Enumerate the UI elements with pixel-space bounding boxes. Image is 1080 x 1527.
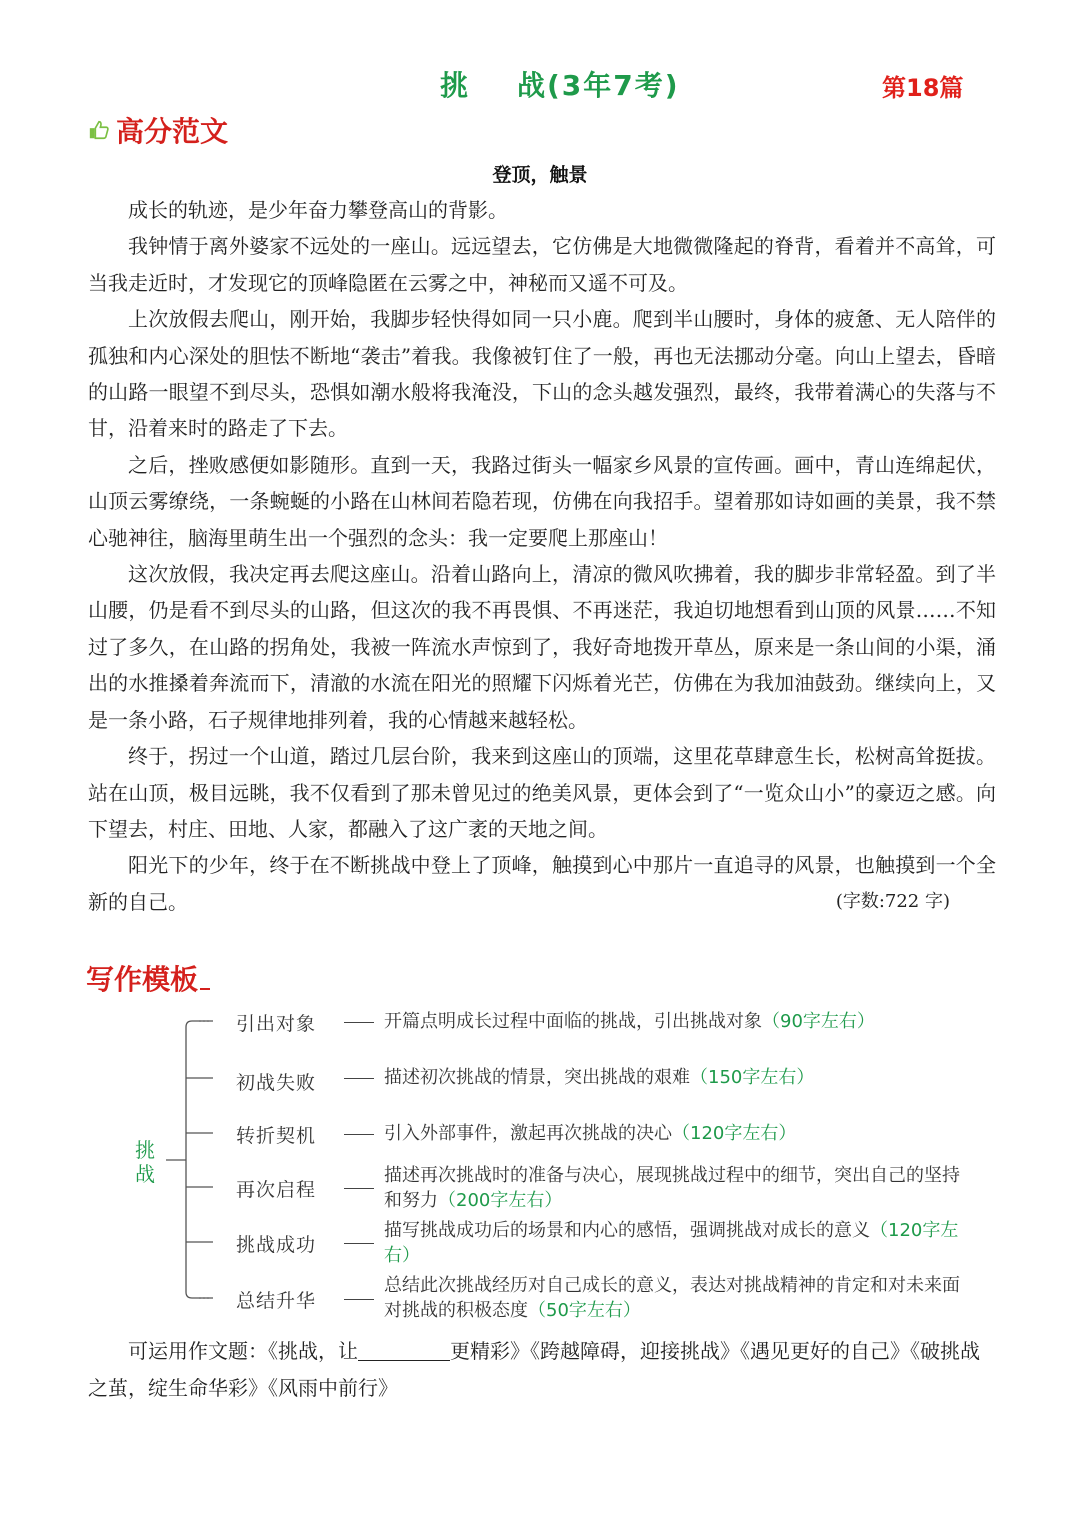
word-count-hint: （200字左右） xyxy=(438,1190,563,1211)
word-count-hint: （90字左右） xyxy=(762,1011,875,1032)
template-node-label: 挑战成功 xyxy=(236,1234,317,1256)
essay-paragraph: 成长的轨迹，是少年奋力攀登高山的背影。 xyxy=(128,198,508,222)
usable-titles-prefix: 可运用作文题： xyxy=(128,1339,268,1363)
template-node-dash xyxy=(344,1134,374,1135)
usable-titles xyxy=(88,1333,996,1407)
section-heading-text: 高分范文 xyxy=(116,115,229,148)
template-node-dash xyxy=(344,1299,374,1300)
usable-titles-rest: 《跨越障碍，迎接挑战》《遇见更好的自己》《破挑战之茧，绽生命华彩》《风雨中前行》 xyxy=(88,1339,980,1400)
essay-title: 登顶，触景 xyxy=(492,164,588,186)
essay-paragraph-text: 阳光下的少年，终于在不断挑战中登上了顶峰，触摸到心中那片一直追寻的风景，也触摸到一个全新的自己。 xyxy=(88,853,996,914)
word-count-hint: （120字左右） xyxy=(672,1123,797,1144)
template-node-label: 再次启程 xyxy=(236,1179,317,1201)
word-count-hint: （50字左右） xyxy=(528,1300,641,1321)
word-count: (字数:722 字) xyxy=(835,890,950,912)
thumbs-up-icon xyxy=(88,119,110,141)
usable-title: 《挑战，让 xyxy=(268,1339,358,1363)
section-heading-model-essay xyxy=(88,110,228,150)
template-node-dash xyxy=(344,1243,374,1244)
page-title: 挑 战(3年7考) xyxy=(440,69,680,102)
essay-paragraph xyxy=(88,847,996,920)
template-root-label: 挑战 xyxy=(135,1138,155,1186)
template-node-label: 初战失败 xyxy=(236,1072,317,1094)
essay-body xyxy=(88,192,996,920)
template-node-desc: 描述初次挑战的情景，突出挑战的艰难（150字左右） xyxy=(384,1067,815,1088)
template-node-desc: 开篇点明成长过程中面临的挑战，引出挑战对象（90字左右） xyxy=(384,1011,875,1032)
template-node-desc: 引入外部事件，激起再次挑战的决心（120字左右） xyxy=(384,1123,797,1144)
essay-paragraph: 我钟情于离外婆家不远处的一座山。远远望去，它仿佛是大地微微隆起的脊背，看着并不高耸，可当我走近时，才发现它的顶峰隐匿在云雾之中，神秘而又遥不可及。 xyxy=(88,234,996,295)
article-number: 第18篇 xyxy=(882,74,964,102)
template-node-label: 总结升华 xyxy=(236,1290,317,1312)
word-count-hint: （120字左右） xyxy=(384,1220,959,1266)
essay-paragraph: 终于，拐过一个山道，踏过几层台阶，我来到这座山的顶端，这里花草肆意生长，松树高耸挺拔。站在山顶，极目远眺，我不仅看到了那未曾见过的绝美风景，更体会到了“一览众山小”的豪迈之感。向下望去，村庄、田地、人家，都融入了这广袤的天地之间。 xyxy=(88,744,996,841)
usable-title: 更精彩》 xyxy=(450,1339,530,1363)
template-node-label: 转折契机 xyxy=(236,1125,317,1147)
fill-in-blank xyxy=(358,1339,450,1361)
template-node-dash xyxy=(344,1022,374,1023)
template-node-label: 引出对象 xyxy=(236,1013,317,1035)
essay-paragraph: 这次放假，我决定再去爬这座山。沿着山路向上，清凉的微风吹拂着，我的脚步非常轻盈。到了半山腰，仍是看不到尽头的山路，但这次的我不再畏惧、不再迷茫，我迫切地想看到山顶的风景……不知过了多久，在山路的拐角处，我被一阵流水声惊到了，我好奇地拨开草丛，原来是一条山间的小渠，涌出的水推搡着奔流而下，清澈的水流在阳光的照耀下闪烁着光芒，仿佛在为我加油鼓劲。继续向上，又是一条小路，石子规律地排列着，我的心情越来越轻松。 xyxy=(88,562,996,732)
template-node-desc: 总结此次挑战经历对自己成长的意义，表达对挑战精神的肯定和对未来面对挑战的积极态度（50字左右） xyxy=(384,1275,960,1321)
essay-paragraph: 之后，挫败感便如影随形。直到一天，我路过街头一幅家乡风景的宣传画。画中，青山连绵起伏，山顶云雾缭绕，一条蜿蜒的小路在山林间若隐若现，仿佛在向我招手。望着那如诗如画的美景，我不禁心驰神往，脑海里萌生出一个强烈的念头：我一定要爬上那座山！ xyxy=(88,452,996,550)
template-node-dash xyxy=(344,1188,374,1189)
template-node-desc: 描写挑战成功后的场景和内心的感悟，强调挑战对成长的意义（120字左右） xyxy=(384,1220,959,1266)
essay-paragraph: 上次放假去爬山，刚开始，我脚步轻快得如同一只小鹿。爬到半山腰时，身体的疲惫、无人陪伴的孤独和内心深处的胆怯不断地“袭击”着我。我像被钉住了一般，再也无法挪动分毫。向山上望去，昏暗的山路一眼望不到尽头，恐惧如潮水般将我淹没，下山的念头越发强烈，最终，我带着满心的失落与不甘，沿着来时的路走了下去。 xyxy=(88,307,996,441)
section-heading-text: 写作模板 xyxy=(86,963,199,996)
word-count-hint: （150字左右） xyxy=(690,1067,815,1088)
template-node-desc: 描述再次挑战时的准备与决心，展现挑战过程中的细节，突出自己的坚持和努力（200字左右） xyxy=(384,1165,960,1211)
heading-underline xyxy=(200,966,210,990)
section-heading-template xyxy=(86,958,210,998)
template-node-dash xyxy=(344,1078,374,1079)
